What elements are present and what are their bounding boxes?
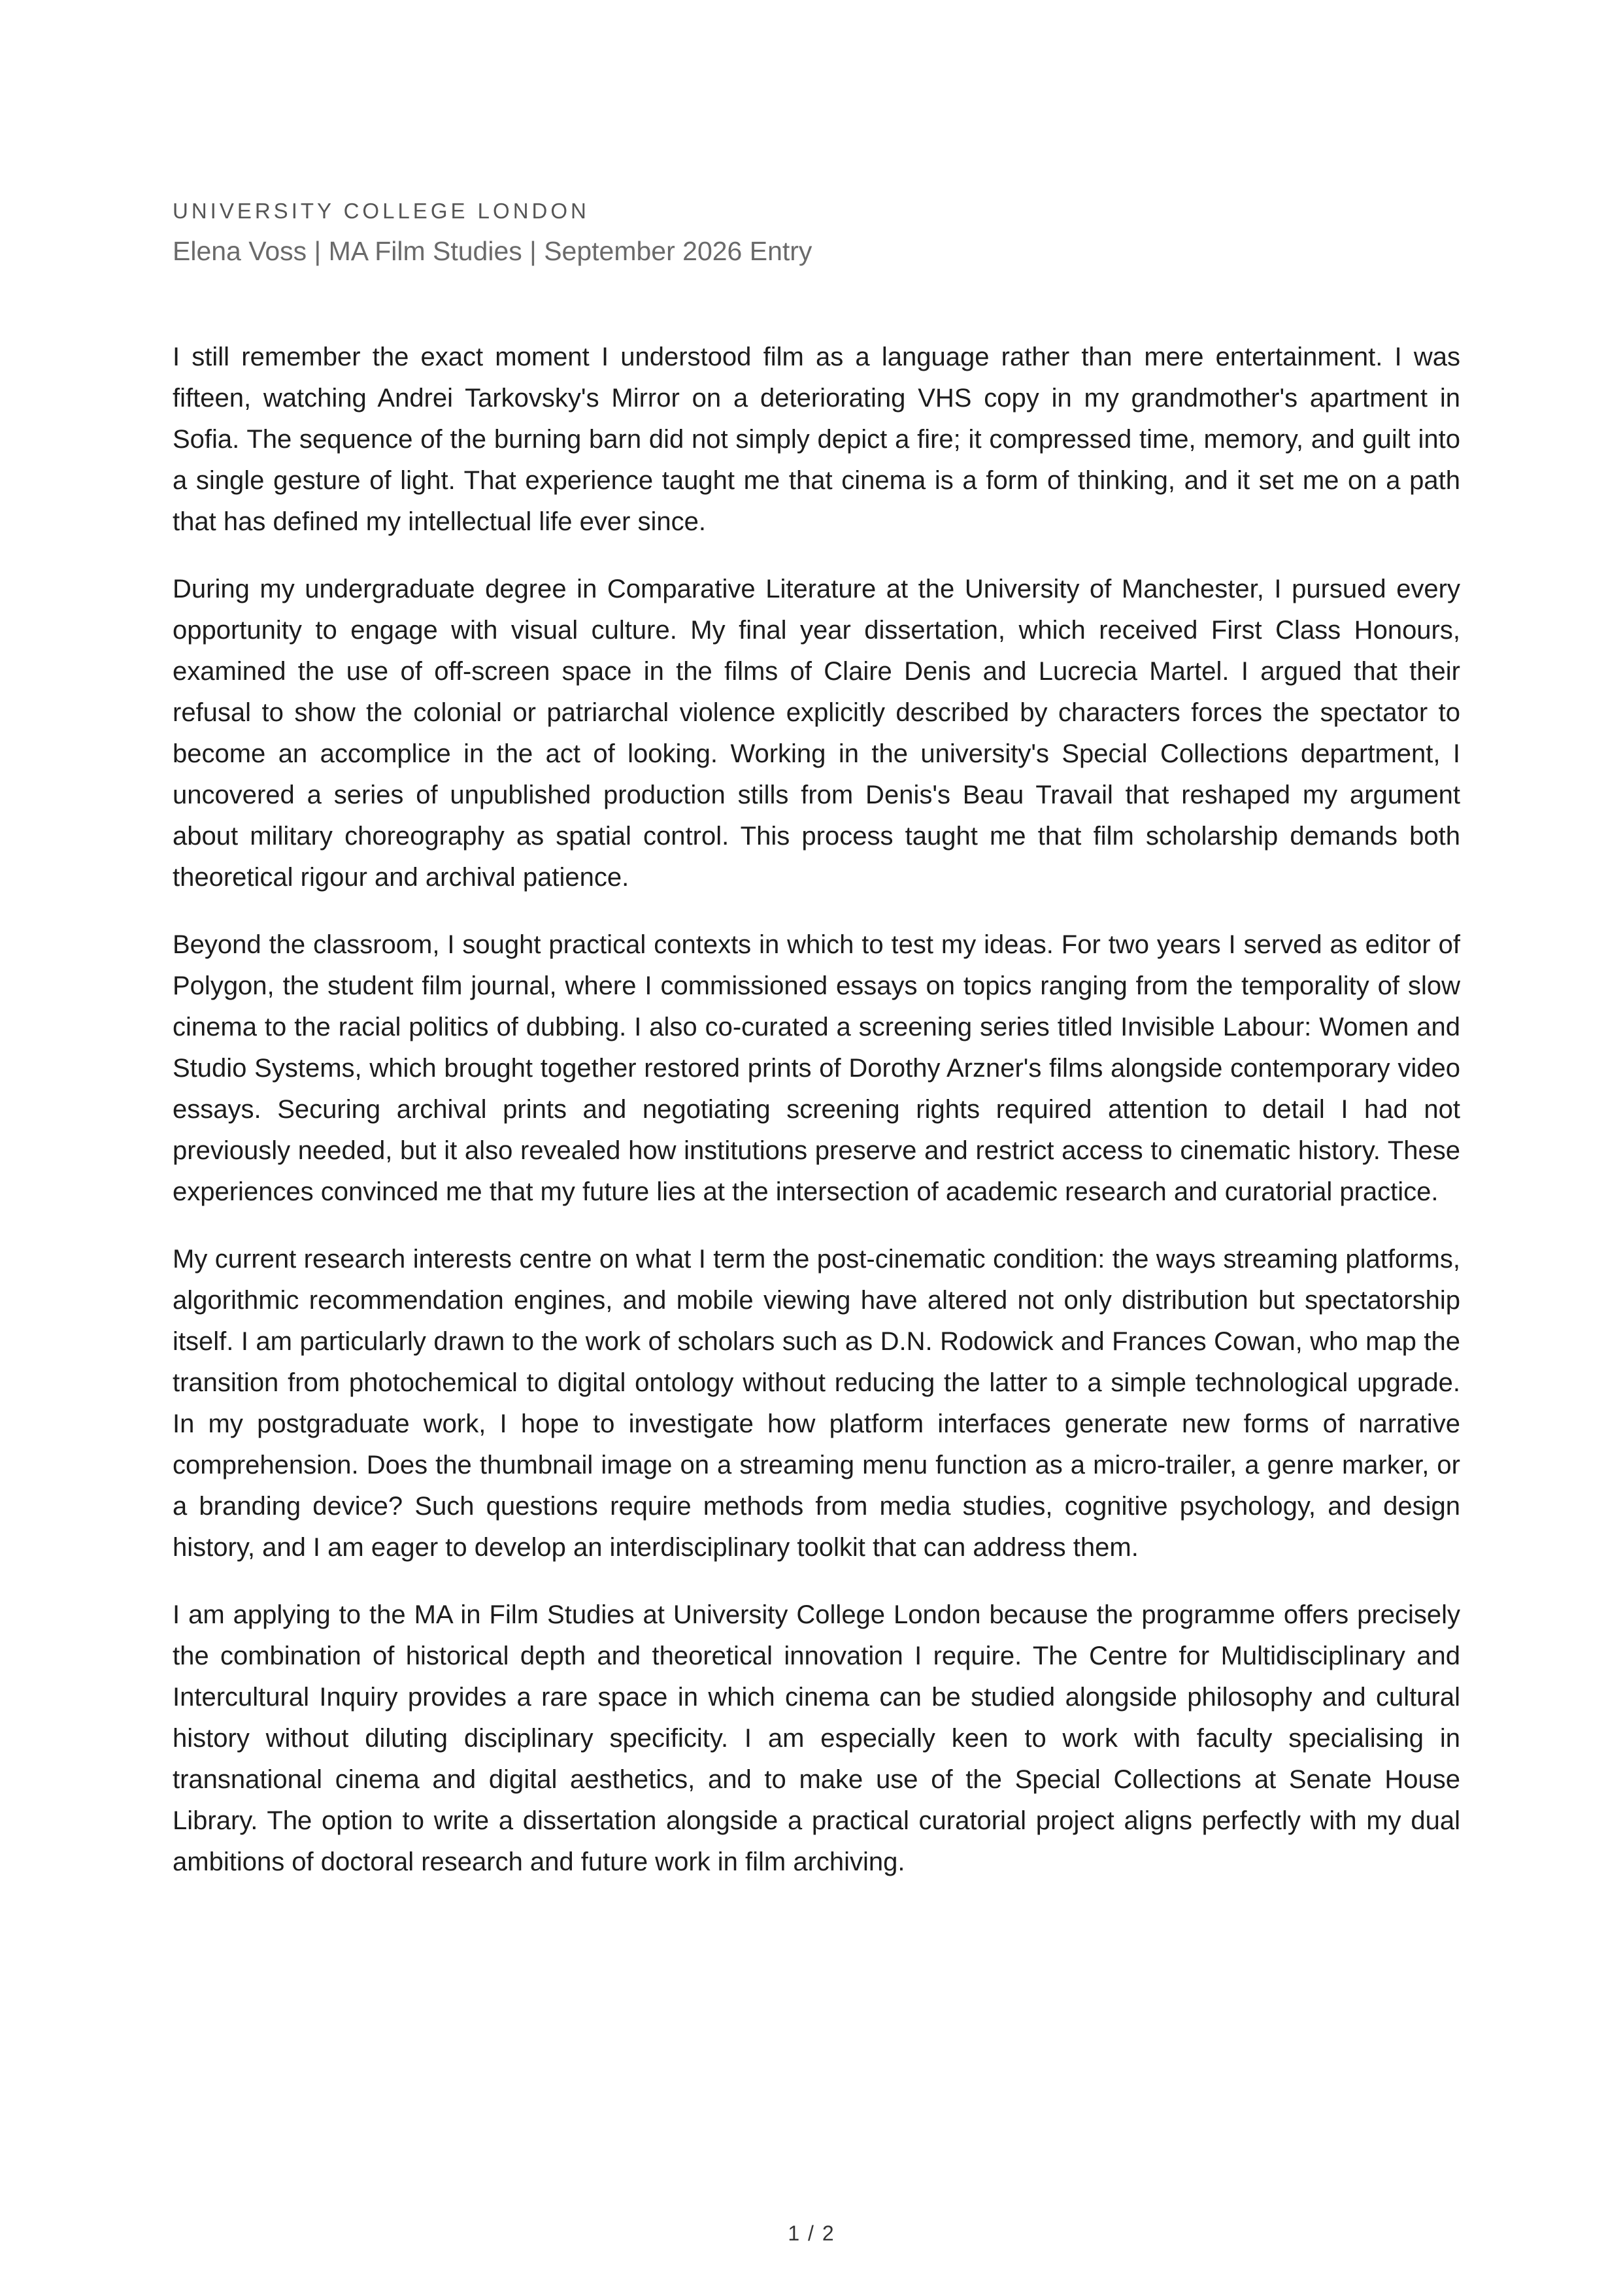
document-header: [173, 196, 1460, 269]
paragraph: During my undergraduate degree in Comparative Literature at the University of Manchester, I pursued every opportunity to engage with visual culture. My final year dissertation, which received First Class Honours, examined the use of off-screen space in the films of Claire Denis and Lucrecia Martel. I argued that their refusal to show the colonial or patriarchal violence explicitly described by characters forces the spectator to become an accomplice in the act of looking. Working in the university's Special Collections department, I uncovered a series of unpublished production stills from Denis's Beau Travail that reshaped my argument about military choreography as spatial control. This process taught me that film scholarship demands both theoretical rigour and archival patience.: [173, 575, 1460, 892]
paragraph: My current research interests centre on what I term the post-cinematic condition: the ways streaming platforms, algorithmic recommendation engines, and mobile viewing have altered not only distribution but spectatorship itself. I am particularly drawn to the work of scholars such as D.N. Rodowick and Frances Cowan, who map the transition from photochemical to digital ontology without reducing the latter to a simple technological upgrade. In my postgraduate work, I hope to investigate how platform interfaces generate new forms of narrative comprehension. Does the thumbnail image on a streaming menu function as a micro-trailer, a genre marker, or a branding device? Such questions require methods from media studies, cognitive psychology, and design history, and I am eager to develop an interdisciplinary toolkit that can address them.: [173, 1245, 1460, 1562]
paragraph: I still remember the exact moment I understood film as a language rather than mere entertainment. I was fifteen, watching Andrei Tarkovsky's Mirror on a deteriorating VHS copy in my grandmother's apartment in Sofia. The sequence of the burning barn did not simply depict a fire; it compressed time, memory, and guilt into a single gesture of light. That experience taught me that cinema is a form of thinking, and it set me on a path that has defined my intellectual life ever since.: [173, 343, 1460, 536]
applicant-subtitle: Elena Voss | MA Film Studies | September 2026 Entry: [173, 236, 812, 266]
page-number: 1 / 2: [788, 2221, 835, 2245]
paragraph: Beyond the classroom, I sought practical contexts in which to test my ideas. For two years I served as editor of Polygon, the student film journal, where I commissioned essays on topics ranging from the temporality of slow cinema to the racial politics of dubbing. I also co-curated a screening series titled Invisible Labour: Women and Studio Systems, which brought together restored prints of Dorothy Arzner's films alongside contemporary video essays. Securing archival prints and negotiating screening rights required attention to detail I had not previously needed, but it also revealed how institutions preserve and restrict access to cinematic history. These experiences convinced me that my future lies at the intersection of academic research and curatorial practice.: [173, 930, 1460, 1206]
statement-body: [173, 337, 1460, 1909]
institution-name: UNIVERSITY COLLEGE LONDON: [173, 199, 590, 223]
paragraph: I am applying to the MA in Film Studies at University College London because the programme offers precisely the combination of historical depth and theoretical innovation I require. The Centre for Multidisciplinary and Intercultural Inquiry provides a rare space in which cinema can be studied alongside philosophy and cultural history without diluting disciplinary specificity. I am especially keen to work with faculty specialising in transnational cinema and digital aesthetics, and to make use of the Special Collections at Senate House Library. The option to write a dissertation alongside a practical curatorial project aligns perfectly with my dual ambitions of doctoral research and future work in film archiving.: [173, 1600, 1460, 1876]
